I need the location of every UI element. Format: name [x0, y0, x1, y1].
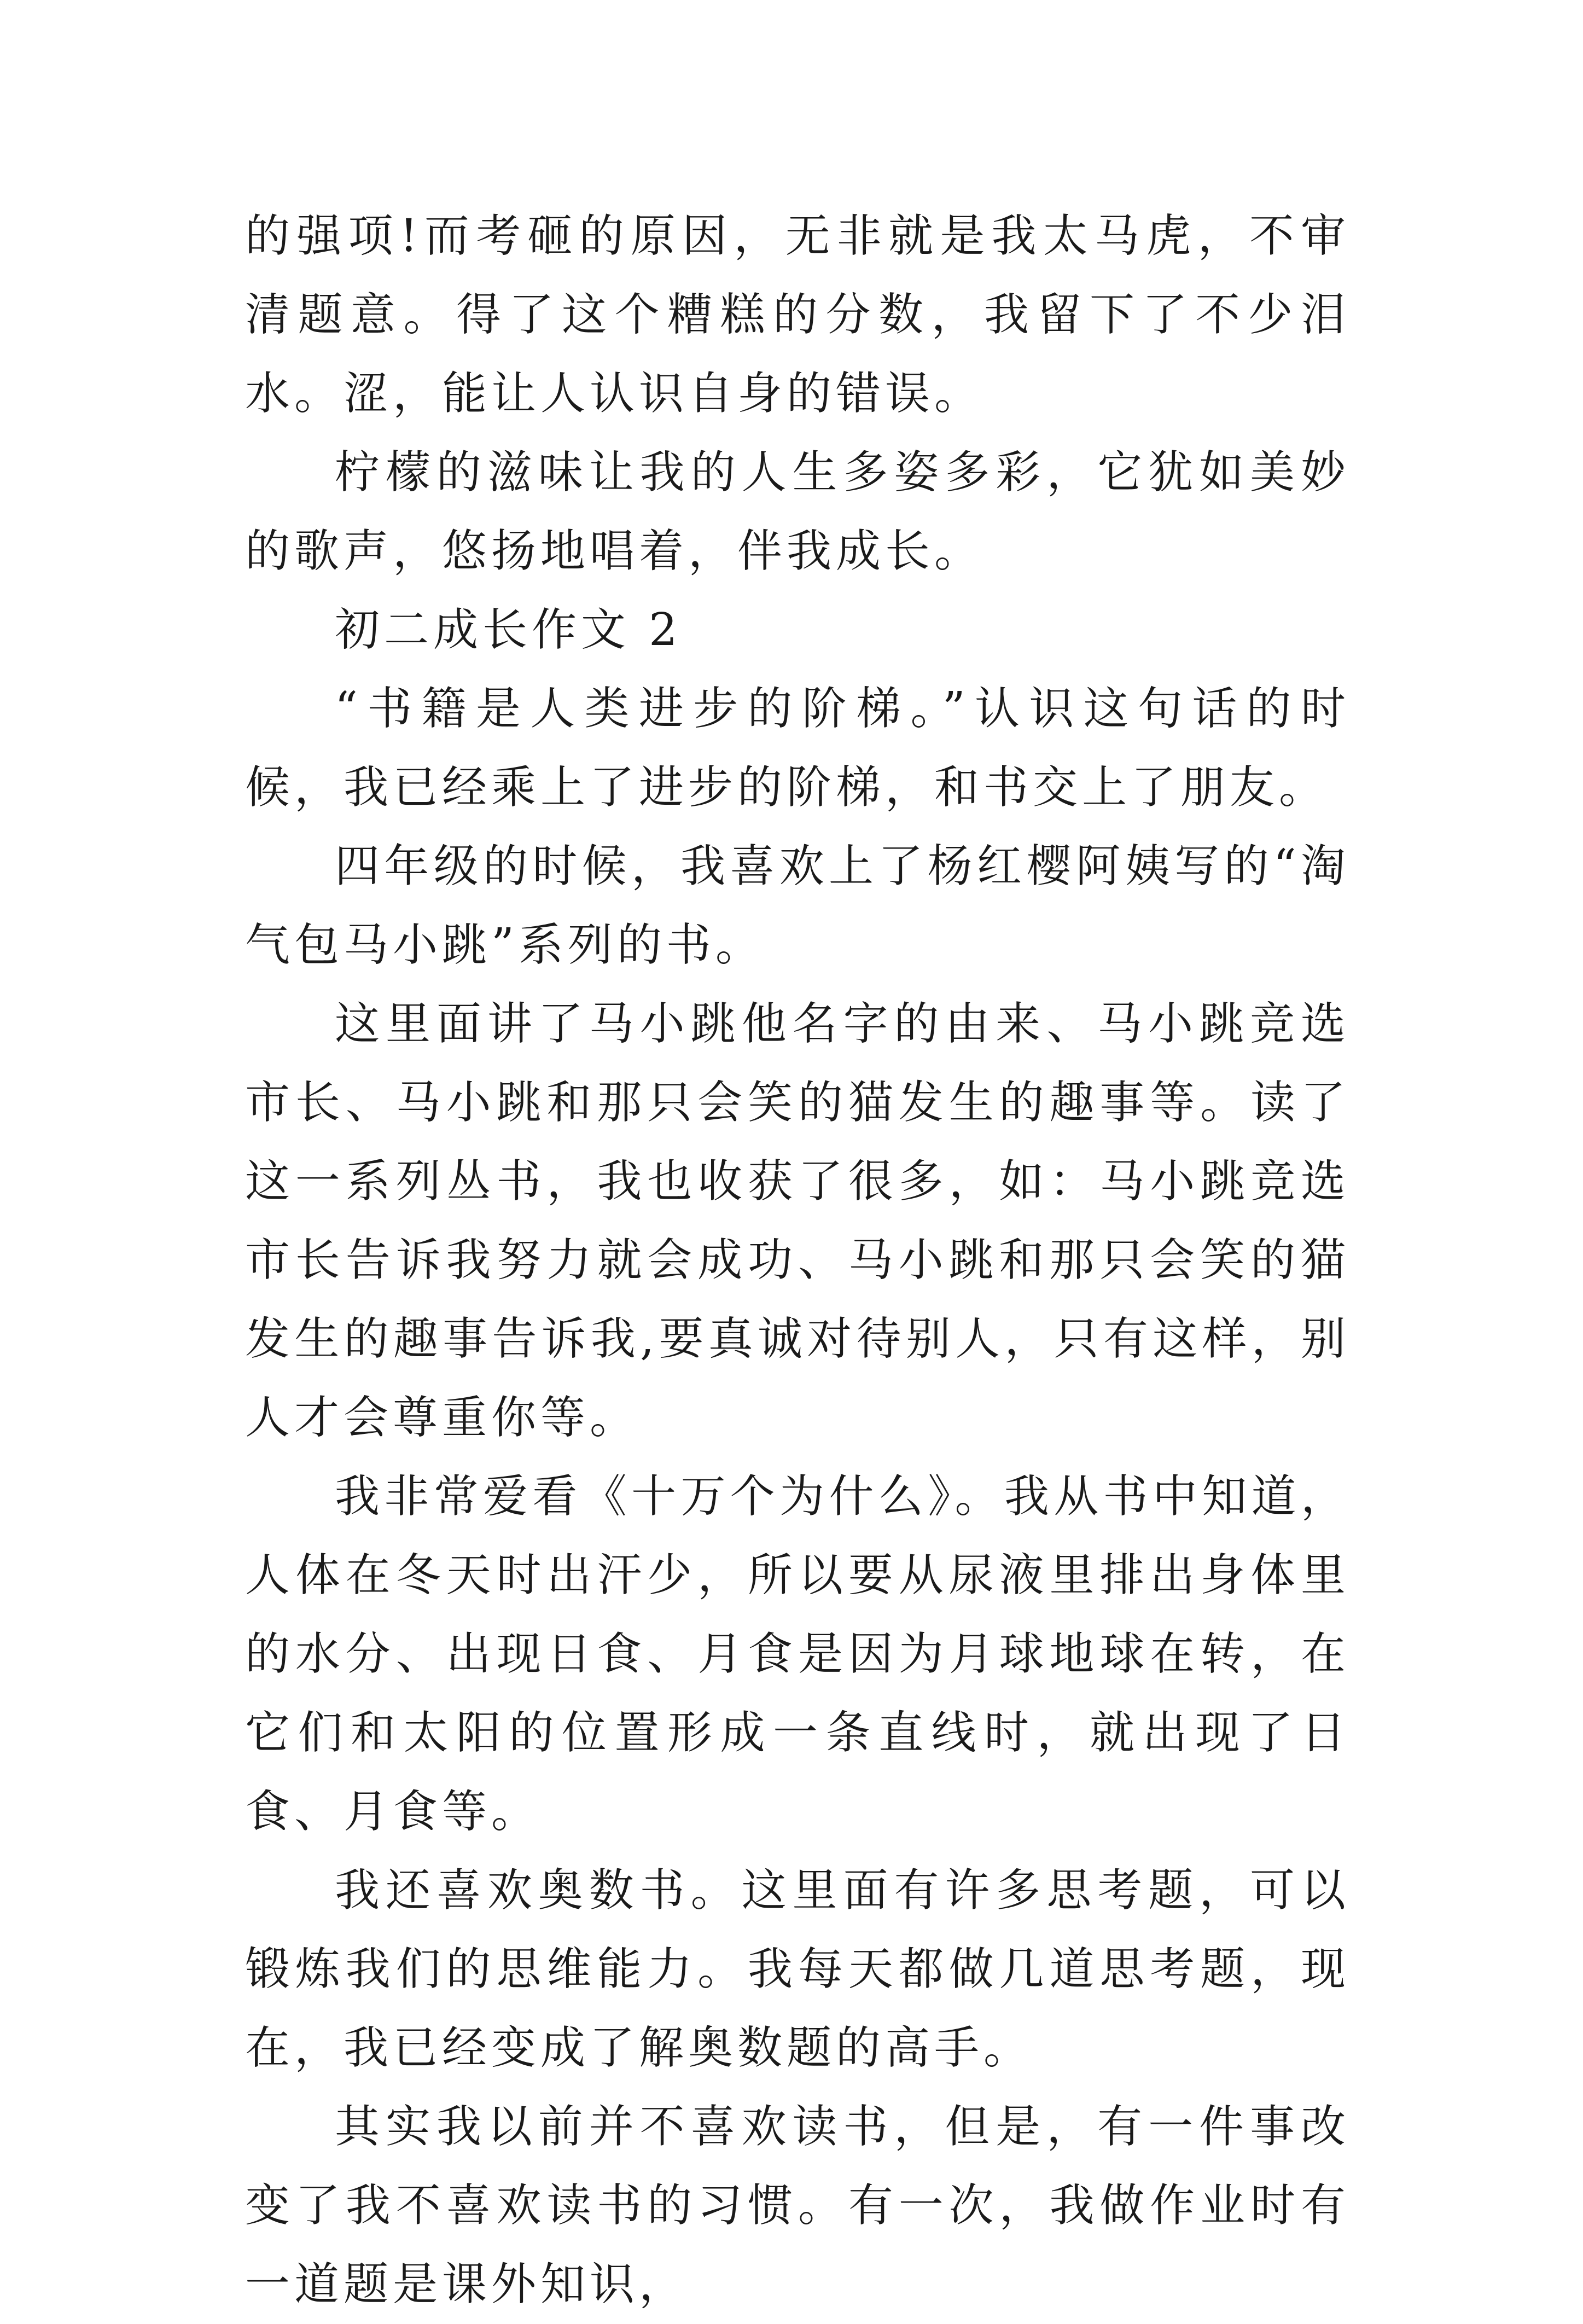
- paragraph: 其实我以前并不喜欢读书，但是，有一件事改变了我不喜欢读书的习惯。有一次，我做作业时有一道题是课外知识，: [245, 2101, 1350, 2310]
- paragraph: 这里面讲了马小跳他名字的由来、马小跳竞选市长、马小跳和那只会笑的猫发生的趣事等。读了这一系列丛书，我也收获了很多，如：马小跳竞选市长告诉我努力就会成功、马小跳和那只会笑的猫发生的趣事告诉我,要真诚对待别人，只有这样，别人才会尊重你等。: [245, 998, 1350, 1444]
- paragraph: 我还喜欢奥数书。这里面有许多思考题，可以锻炼我们的思维能力。我每天都做几道思考题，现在，我已经变成了解奥数题的高手。: [245, 1864, 1350, 2074]
- paragraph: 四年级的时候，我喜欢上了杨红樱阿姨写的“淘气包马小跳”系列的书。: [245, 840, 1350, 971]
- document-body: [245, 197, 1350, 2324]
- section-heading: 初二成长作文 2: [335, 604, 682, 656]
- paragraph: 的强项!而考砸的原因，无非就是我太马虎，不审清题意。得了这个糟糕的分数，我留下了不少泪水。涩，能让人认识自身的错误。: [245, 210, 1350, 420]
- paragraph: “书籍是人类进步的阶梯。”认识这句话的时候，我已经乘上了进步的阶梯，和书交上了朋友。: [245, 683, 1350, 814]
- paragraph: 柠檬的滋味让我的人生多姿多彩，它犹如美妙的歌声，悠扬地唱着，伴我成长。: [245, 446, 1350, 577]
- paragraph: 我非常爱看《十万个为什么》。我从书中知道，人体在冬天时出汗少，所以要从尿液里排出身体里的水分、出现日食、月食是因为月球地球在转，在它们和太阳的位置形成一条直线时，就出现了日食、月食等。: [245, 1471, 1350, 1838]
